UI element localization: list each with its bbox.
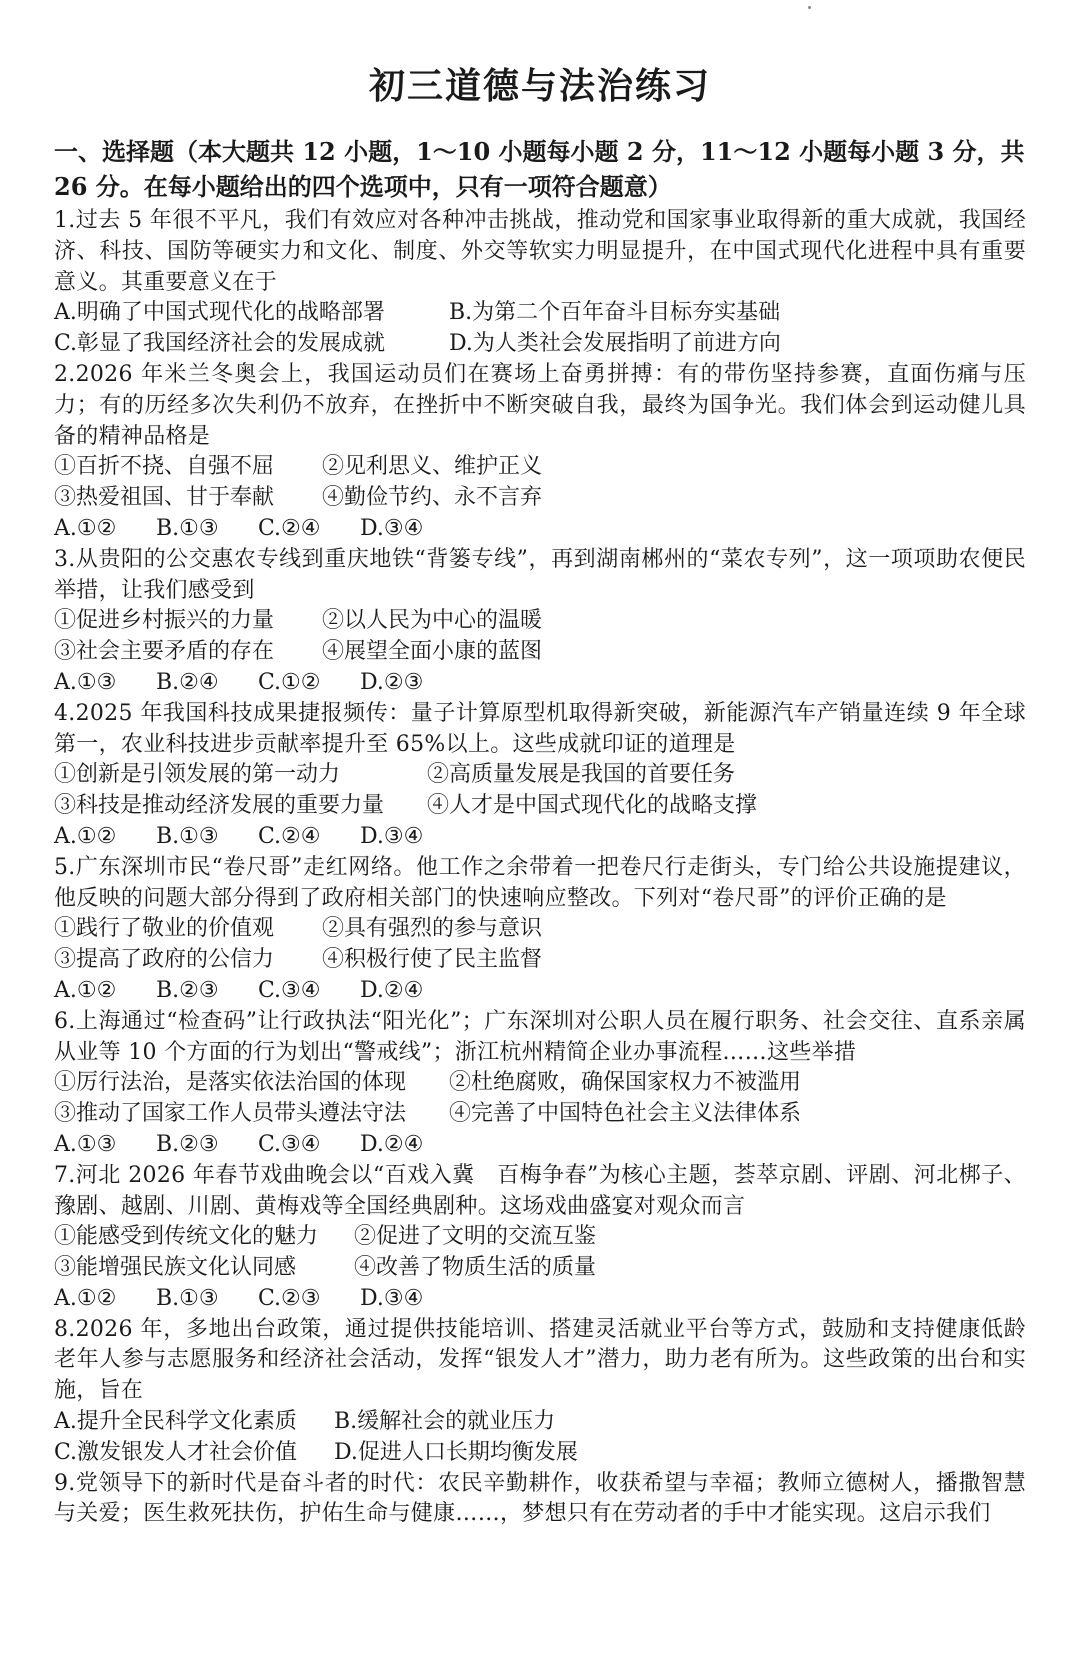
question-stem: 3.从贵阳的公交惠农专线到重庆地铁“背篓专线”，再到湖南郴州的“菜农专列”，这一项项助农便民举措，让我们感受到 <box>54 546 1026 603</box>
option-d: D.为人类社会发展指明了前进方向 <box>449 331 781 357</box>
answer-b: B.①③ <box>156 1285 219 1311</box>
statement-4: ④人才是中国式现代化的战略支撑 <box>427 793 758 819</box>
answer-a: A.①② <box>54 823 117 849</box>
answer-c: C.③④ <box>258 1131 321 1157</box>
answer-b: B.②④ <box>156 669 219 695</box>
answer-a: A.①② <box>54 515 117 541</box>
statement-2: ②高质量发展是我国的首要任务 <box>427 762 736 788</box>
option-b: B.缓解社会的就业压力 <box>334 1409 556 1435</box>
answer-b: B.②③ <box>156 1131 219 1157</box>
question-stem: 9.党领导下的新时代是奋斗者的时代：农民辛勤耕作，收获希望与幸福；教师立德树人，播撒智慧与关爱；医生救死扶伤，护佑生命与健康……，梦想只有在劳动者的手中才能实现。这启示我们 <box>54 1470 1026 1527</box>
statement-3: ③能增强民族文化认同感 <box>54 1255 297 1281</box>
question-stem: 7.河北 2026 年春节戏曲晚会以“百戏入冀 百梅争春”为核心主题，荟萃京剧、评剧、河北梆子、豫剧、越剧、川剧、黄梅戏等全国经典剧种。这场戏曲盛宴对观众而言 <box>54 1162 1026 1219</box>
answer-b: B.①③ <box>156 823 219 849</box>
statement-1: ①厉行法治，是落实依法治国的体现 <box>54 1070 407 1096</box>
statement-2: ②杜绝腐败，确保国家权力不被滥用 <box>449 1070 802 1096</box>
statement-1: ①践行了敬业的价值观 <box>54 916 275 942</box>
statement-4: ④勤俭节约、永不言弃 <box>322 485 543 511</box>
answer-c: C.①② <box>258 669 321 695</box>
answer-c: C.②④ <box>258 515 321 541</box>
statement-3: ③提高了政府的公信力 <box>54 947 275 973</box>
section-heading: 一、选择题（本大题共 12 小题，1～10 小题每小题 2 分，11～12 小题每小题 3 分，共 26 分。在每小题给出的四个选项中，只有一项符合题意） <box>54 137 1025 201</box>
page-title: 初三道德与法治练习 <box>368 65 711 107</box>
option-b: B.为第二个百年奋斗目标夯实基础 <box>449 300 781 326</box>
answer-d: D.③④ <box>360 823 424 849</box>
answer-a: A.①③ <box>54 1131 117 1157</box>
statement-3: ③热爱祖国、甘于奉献 <box>54 485 275 511</box>
question-8 <box>54 1315 1026 1469</box>
question-5 <box>54 853 1026 1007</box>
statement-2: ②促进了文明的交流互鉴 <box>354 1224 597 1250</box>
question-9 <box>54 1469 1026 1531</box>
question-1 <box>54 206 1026 360</box>
answer-b: B.②③ <box>156 977 219 1003</box>
question-2 <box>54 360 1026 545</box>
question-stem: 6.上海通过“检查码”让行政执法“阳光化”；广东深圳对公职人员在履行职务、社会交往、直系亲属从业等 10 个方面的行为划出“警戒线”；浙江杭州精简企业办事流程……这些举措 <box>54 1008 1026 1065</box>
question-stem: 4.2025 年我国科技成果捷报频传：量子计算原型机取得新突破，新能源汽车产销量连续 9 年全球第一，农业科技进步贡献率提升至 65%以上。这些成就印证的道理是 <box>54 700 1026 757</box>
question-stem: 2.2026 年米兰冬奥会上，我国运动员们在赛场上奋勇拼搏：有的带伤坚持参赛，直面伤痛与压力；有的历经多次失利仍不放弃，在挫折中不断突破自我，最终为国争光。我们体会到运动健儿具备的精神品格是 <box>54 361 1026 449</box>
question-stem: 5.广东深圳市民“卷尺哥”走红网络。他工作之余带着一把卷尺行走街头，专门给公共设施提建议，他反映的问题大部分得到了政府相关部门的快速响应整改。下列对“卷尺哥”的评价正确的是 <box>54 854 1026 911</box>
answer-a: A.①③ <box>54 669 117 695</box>
question-stem: 8.2026 年，多地出台政策，通过提供技能培训、搭建灵活就业平台等方式，鼓励和支持健康低龄老年人参与志愿服务和经济社会活动，发挥“银发人才”潜力，助力老有所为。这些政策的出台和实施，旨在 <box>54 1316 1026 1404</box>
answer-b: B.①③ <box>156 515 219 541</box>
statement-1: ①百折不挠、自强不屈 <box>54 454 275 480</box>
option-d: D.促进人口长期均衡发展 <box>334 1439 578 1465</box>
option-a: A.明确了中国式现代化的战略部署 <box>54 300 385 326</box>
answer-d: D.②④ <box>360 977 424 1003</box>
question-7 <box>54 1161 1026 1315</box>
answer-a: A.①② <box>54 1285 117 1311</box>
answer-d: D.②④ <box>360 1131 424 1157</box>
statement-4: ④积极行使了民主监督 <box>322 947 543 973</box>
answer-c: C.③④ <box>258 977 321 1003</box>
statement-2: ②以人民为中心的温暖 <box>322 608 543 634</box>
question-3 <box>54 545 1026 699</box>
answer-c: C.②④ <box>258 823 321 849</box>
statement-1: ①促进乡村振兴的力量 <box>54 608 275 634</box>
statement-1: ①能感受到传统文化的魅力 <box>54 1224 319 1250</box>
statement-4: ④展望全面小康的蓝图 <box>322 639 543 665</box>
statement-3: ③推动了国家工作人员带头遵法守法 <box>54 1101 407 1127</box>
question-stem: 1.过去 5 年很不平凡，我们有效应对各种冲击挑战，推动党和国家事业取得新的重大成就，我国经济、科技、国防等硬实力和文化、制度、外交等软实力明显提升，在中国式现代化进程中具有重要意义。其重要意义在于 <box>54 208 1026 295</box>
option-c: C.激发银发人才社会价值 <box>54 1439 298 1465</box>
question-6 <box>54 1007 1026 1161</box>
statement-2: ②具有强烈的参与意识 <box>322 916 543 942</box>
statement-4: ④改善了物质生活的质量 <box>354 1255 597 1281</box>
answer-a: A.①② <box>54 977 117 1003</box>
statement-1: ①创新是引领发展的第一动力 <box>54 762 341 788</box>
scan-speck <box>808 6 811 9</box>
answer-c: C.②③ <box>258 1285 321 1311</box>
statement-2: ②见利思义、维护正义 <box>322 454 543 480</box>
answer-d: D.③④ <box>360 515 424 541</box>
answer-d: D.②③ <box>360 669 424 695</box>
answer-d: D.③④ <box>360 1285 424 1311</box>
option-a: A.提升全民科学文化素质 <box>54 1409 297 1435</box>
statement-3: ③科技是推动经济发展的重要力量 <box>54 793 385 819</box>
question-4 <box>54 699 1026 853</box>
statement-3: ③社会主要矛盾的存在 <box>54 639 275 665</box>
statement-4: ④完善了中国特色社会主义法律体系 <box>449 1101 802 1127</box>
option-c: C.彰显了我国经济社会的发展成就 <box>54 331 386 357</box>
